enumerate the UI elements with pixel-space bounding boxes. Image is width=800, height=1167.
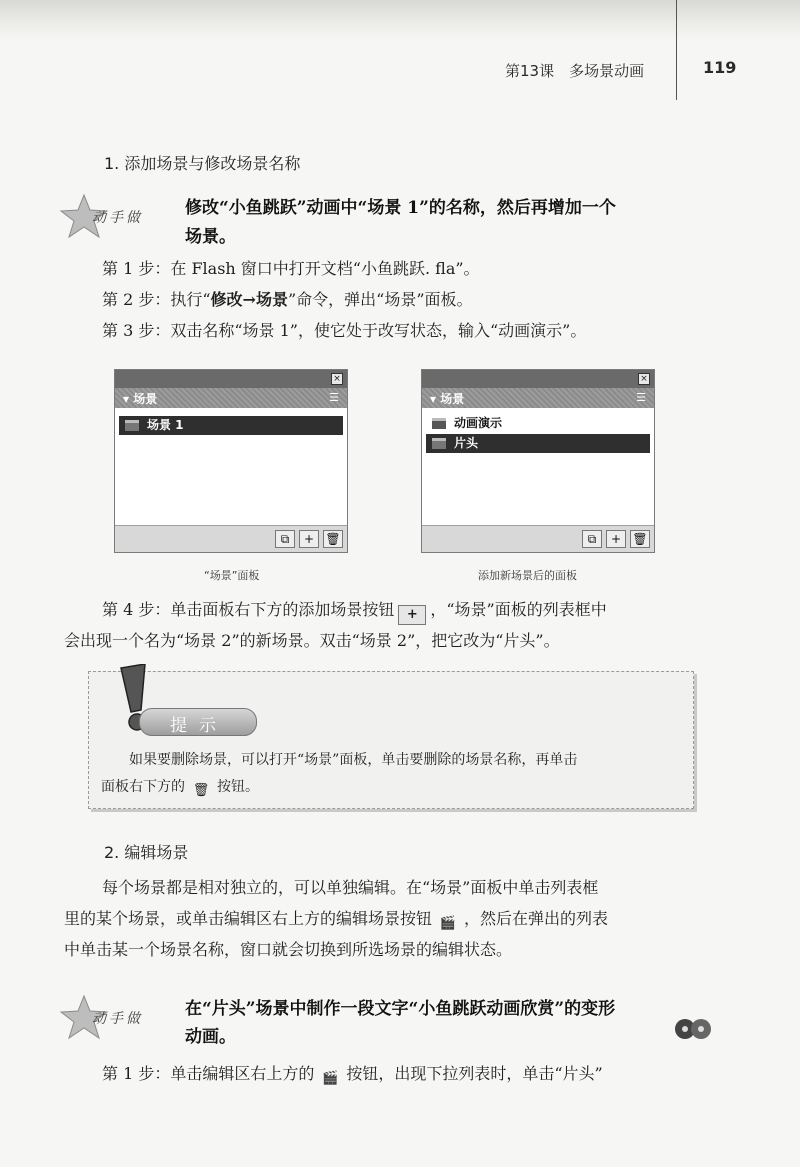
delete-scene-button[interactable]: 🗑 xyxy=(323,530,343,548)
step-3: 第 3 步：双击名称“场景 1”，使它处于改写状态，输入“动画演示”。 xyxy=(102,321,587,340)
panel-button-bar xyxy=(422,525,654,552)
section-2-para-line-3: 中单击某一个场景名称，窗口就会切换到所选场景的编辑状态。 xyxy=(64,940,513,959)
close-icon[interactable]: × xyxy=(331,373,343,385)
tip-line-1: 如果要删除场景，可以打开“场景”面板，单击要删除的场景名称，再单击 xyxy=(129,752,578,768)
trash-icon: 🗑 xyxy=(192,783,210,798)
caption-left: “场景”面板 xyxy=(204,569,260,582)
tip-label xyxy=(139,708,257,736)
tip-box xyxy=(88,671,694,809)
step-1: 第 1 步：在 Flash 窗口中打开文档“小鱼跳跃. fla”。 xyxy=(102,259,480,278)
step-2 xyxy=(102,286,473,314)
menu-path: 修改→场景 xyxy=(210,290,288,309)
scene-list-item-selected[interactable] xyxy=(426,434,650,453)
panel-menu-icon[interactable]: ☰ xyxy=(329,391,339,404)
page-top-shading xyxy=(0,0,800,40)
badge-label: 动手做 xyxy=(92,1011,143,1027)
panel-button-bar xyxy=(115,525,347,552)
step-2-prefix: 第 2 步：执行“ xyxy=(102,290,211,309)
edit-scene-icon: 🎬 xyxy=(439,916,457,931)
tip-line-2-suffix: 按钮。 xyxy=(217,779,259,795)
panel-tab[interactable] xyxy=(115,388,347,408)
scene-list-item[interactable] xyxy=(119,416,343,435)
panel-menu-icon[interactable]: ☰ xyxy=(636,391,646,404)
scene-clapper-icon xyxy=(125,420,139,431)
step-4-prefix: 第 4 步：单击面板右下方的添加场景按钮 xyxy=(102,600,395,619)
lesson-title: 第13课 多场景动画 xyxy=(505,62,645,80)
page-number: 119 xyxy=(703,58,737,77)
duplicate-scene-button[interactable]: ⧉ xyxy=(582,530,602,548)
task-2-line-2: 动画。 xyxy=(185,1027,236,1047)
step-4-line-2: 会出现一个名为“场景 2”的新场景。双击“场景 2”，把它改为“片头”。 xyxy=(64,631,560,650)
add-scene-button[interactable]: + xyxy=(606,530,626,548)
step-1-prefix: 第 1 步：单击编辑区右上方的 xyxy=(102,1064,315,1083)
panel-tab-label: ▾ 场景 xyxy=(123,392,158,406)
tip-label-text: 提示 xyxy=(170,716,228,736)
scene-clapper-icon xyxy=(432,438,446,449)
add-scene-button-inline: + xyxy=(398,605,426,625)
edit-scene-icon: 🎬 xyxy=(322,1071,339,1086)
scene-name: 场景 1 xyxy=(147,418,184,432)
badge-label: 动手做 xyxy=(92,210,143,226)
hands-on-badge-1 xyxy=(58,193,168,243)
duplicate-scene-button[interactable]: ⧉ xyxy=(275,530,295,548)
delete-scene-button[interactable]: 🗑 xyxy=(630,530,650,548)
step-4-suffix: ，“场景”面板的列表框中 xyxy=(430,600,607,619)
scene-name: 片头 xyxy=(454,436,479,450)
scene-name: 动画演示 xyxy=(454,416,503,430)
panel-tab[interactable] xyxy=(422,388,654,408)
tip-line-2 xyxy=(101,776,259,800)
scene-panel xyxy=(114,369,348,553)
panel-tab-label: ▾ 场景 xyxy=(430,392,465,406)
task-line-2: 场景。 xyxy=(185,227,236,247)
close-icon[interactable]: × xyxy=(638,373,650,385)
step-2-suffix: ”命令，弹出“场景”面板。 xyxy=(287,290,473,309)
step-1-suffix: 按钮，出现下拉列表时，单击“片头” xyxy=(346,1064,603,1083)
scene-list-item[interactable] xyxy=(426,414,650,433)
section-2-step-1 xyxy=(102,1060,603,1088)
task-2-line-1: 在“片头”场景中制作一段文字“小鱼跳跃动画欣赏”的变形 xyxy=(185,999,616,1019)
hands-on-badge-2 xyxy=(58,994,168,1044)
section-2-para-line-2 xyxy=(64,905,608,933)
panel-titlebar[interactable] xyxy=(422,370,654,388)
header-divider xyxy=(676,0,677,100)
para-line-2-prefix: 里的某个场景，或单击编辑区右上方的编辑场景按钮 xyxy=(64,909,433,928)
add-scene-button[interactable]: + xyxy=(299,530,319,548)
cd-icon xyxy=(673,1018,713,1040)
section-heading-1: 1. 添加场景与修改场景名称 xyxy=(104,154,301,173)
caption-right: 添加新场景后的面板 xyxy=(478,569,577,582)
scene-clapper-icon xyxy=(432,418,446,429)
section-heading-2: 2. 编辑场景 xyxy=(104,843,189,862)
scene-panel-after-add xyxy=(421,369,655,553)
panel-titlebar[interactable] xyxy=(115,370,347,388)
task-line-1: 修改“小鱼跳跃”动画中“场景 1”的名称，然后再增加一个 xyxy=(185,198,616,218)
para-line-2-suffix: ，然后在弹出的列表 xyxy=(464,909,609,928)
step-4 xyxy=(102,596,607,625)
tip-line-2-prefix: 面板右下方的 xyxy=(101,779,185,795)
section-2-para-line-1: 每个场景都是相对独立的，可以单独编辑。在“场景”面板中单击列表框 xyxy=(102,878,599,897)
